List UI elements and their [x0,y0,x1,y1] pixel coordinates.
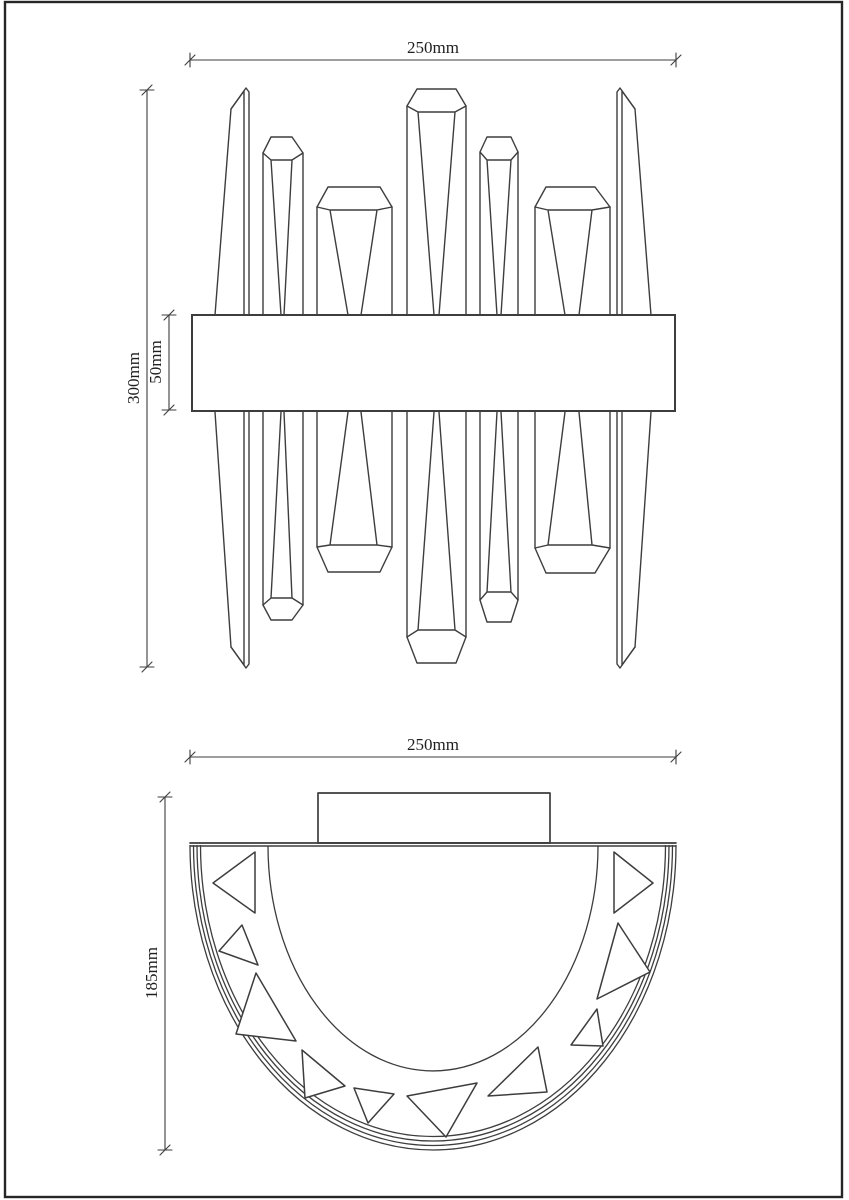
triangle-3 [236,973,296,1041]
bottom-depth-dimension-label: 185mm [142,947,161,999]
crystal-center-tall [407,89,466,315]
triangle-4 [302,1050,345,1098]
crystal-center-tall-lower [407,412,466,663]
crystal-blade-right [617,88,651,315]
crystal-blade-left [215,88,249,315]
crystal-wide-6-lower [535,412,610,573]
mounting-band [192,315,675,411]
front-width-dimension-label: 250mm [407,38,459,57]
triangle-9 [597,923,650,999]
bottom-width-dimension-label: 250mm [407,735,459,754]
triangle-left-arrow [213,852,255,913]
bottom-depth-dimension [142,792,172,1155]
crystal-blade-right-lower [617,412,651,668]
front-crystals-top [215,88,651,315]
crystal-blade-left-lower [215,412,249,668]
crystal-narrow-2-lower [263,412,303,620]
triangle-8 [571,1009,603,1046]
bottom-width-dimension [185,735,681,764]
triangle-7 [488,1047,547,1096]
triangle-6 [407,1083,477,1137]
front-width-dimension [185,38,681,67]
crystal-wide-3-lower [317,412,392,572]
crystal-wide-6 [535,187,610,315]
inner-arc [268,846,598,1071]
crystal-narrow-2 [263,137,303,315]
front-view [124,38,681,672]
crystal-cross-sections [213,852,653,1137]
front-height-dimension-label: 300mm [124,352,143,404]
crystal-wide-3 [317,187,392,315]
triangle-2 [219,925,258,965]
band-height-dimension [146,310,176,415]
triangle-right-arrow [614,852,653,913]
front-crystals-bottom [215,412,651,668]
bottom-view [142,735,681,1155]
crystal-narrow-5 [480,137,518,315]
triangle-5 [354,1088,394,1123]
crystal-narrow-5-lower [480,412,518,622]
band-height-dimension-label: 50mm [146,340,165,384]
mounting-plate [318,793,550,843]
